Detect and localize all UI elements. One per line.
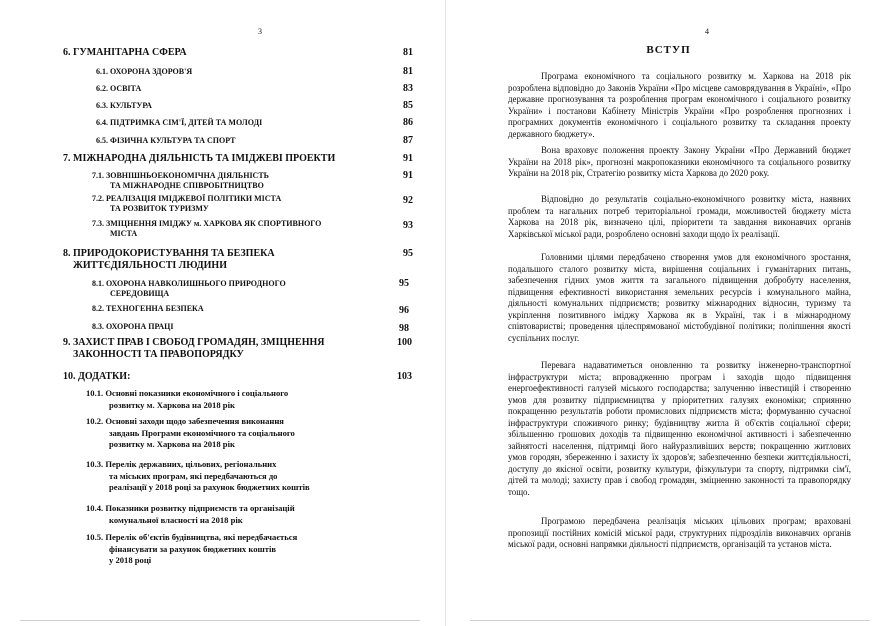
toc-entry-6-2: 6.2. ОСВІТА 83	[96, 83, 413, 94]
paragraph: Перевага надаватиметься оновленню та розвитку інженерно-транспортної інфраструктури міста; впровадженню програм і заходів щодо підвищення енергоефективності галузей міського господарства; залученню інвестицій і створенню умов для розвитку підприємництва у пріоритетних галузях економіки; сприянню покращенню результатів роботи промислових підприємств міста; формуванню сучасної інфраструктури споживчого ринку; будівництву житла й об'єктів соціальної сфери; збільшенню грошових доходів та підвищенню економічної активності і забезпеченню зайнятості населення, підтримці його найуразливіших верств; покращенню житлових умов городян, збереженню і захисту їх здоров'я; забезпеченню безпеки життєдіяльності, доступу до якісної освіти, розвитку культури, фізкультури та спорту, підтримки сім'ї, дітей та молоді; захисту прав і свобод громадян, зміцненню законності та правопорядку тощо.	[508, 360, 851, 497]
toc-entry-7: 7. МІЖНАРОДНА ДІЯЛЬНІСТЬ ТА ІМІДЖЕВІ ПРОЕКТИ 91	[63, 153, 413, 164]
toc-entry-10-5: 10.5. Перелік об'єктів будівництва, які передбачається фінансувати за рахунок бюджетних коштів у 2018 році	[86, 532, 298, 566]
toc-page: 85	[403, 100, 413, 111]
scan-edge-mark	[470, 620, 870, 621]
toc-page: 81	[403, 47, 413, 58]
toc-entry-10-3: 10.3. Перелік державних, цільових, регіональних та міських програм, які передбачаються до реалізації у 2018 році за рахунок бюджетних коштів	[86, 459, 310, 493]
paragraph: Програма економічного та соціального розвитку м. Харкова на 2018 рік розроблена відповідно до Законів України «Про місцеве самоврядування в Україні», «Про державне прогнозування та розроблення програм економічного і соціального розвитку України» і постанови Кабінету Міністрів України «Про розроблення прогнозних і програмних документів економічного і соціального розвитку та складання проекту державного бюджету».	[508, 71, 851, 139]
toc-entry-10-4: 10.4. Показники розвитку підприємств та організацій комунальної власності на 2018 рік	[86, 503, 295, 525]
toc-page: 93	[403, 220, 413, 231]
paragraph: Відповідно до результатів соціально-економічного розвитку міста, наявних проблем та нагальних потреб територіальної громади, можливостей бюджету міста Харкова на 2018 рік, визначено цілі, пріоритети та завдання виконавчих органів Харківської міської ради, розроблено основні заходи щодо їх реалізації.	[508, 194, 851, 239]
toc-page: 100	[397, 337, 412, 348]
left-page	[0, 0, 445, 626]
page-number: 4	[705, 27, 709, 36]
toc-entry-7-2: 7.2. РЕАЛІЗАЦІЯ ІМІДЖЕВОЇ ПОЛІТИКИ МІСТА ТА РОЗВИТОК ТУРИЗМУ 92	[92, 194, 413, 213]
toc-entry-10-1: 10.1. Основні показники економічного і соціального розвитку м. Харкова на 2018 рік	[86, 388, 289, 410]
toc-entry-10-2: 10.2. Основні заходи щодо забезпечення виконання завдань Програми економічного та соціального розвитку м. Харкова на 2018 рік	[86, 416, 295, 450]
paragraph: Програмою передбачена реалізація міських цільових програм; враховані пропозиції постійних комісій міської ради, структурних підрозділів виконавчих органів міської ради, основні напрямки діяльності підприємств, організацій та установ міста.	[508, 516, 851, 549]
toc-page: 92	[403, 195, 413, 206]
toc-entry-8-1: 8.1. ОХОРОНА НАВКОЛИШНЬОГО ПРИРОДНОГО СЕРЕДОВИЩА 95	[92, 278, 409, 298]
toc-page: 91	[403, 170, 413, 181]
toc-page: 98	[399, 323, 409, 334]
toc-entry-8-3: 8.3. ОХОРОНА ПРАЦІ 98	[92, 322, 409, 334]
toc-page: 103	[397, 371, 412, 382]
toc-page: 96	[399, 305, 409, 316]
paragraph: Головними цілями передбачено створення умов для економічного зростання, подальшого сталого розвитку міста, вирішення соціальних і гуманітарних питань, забезпечення гідних умов життя та загального підвищення добробуту населення, підвищення ефективності використання земельних ресурсів і комунального майна, діяльності комунальних підприємств; розвитку міжнародних відносин, туризму та укріплення позитивного іміджу Харкова як в Україні, так і в міжнародному співтоваристві; проведення цілеспрямованої містобудівної політики; поліпшення якості суспільних послуг.	[508, 252, 851, 343]
toc-page: 81	[403, 66, 413, 77]
toc-entry-6-4: 6.4. ПІДТРИМКА СІМ'Ї, ДІТЕЙ ТА МОЛОДІ 86	[96, 117, 413, 128]
toc-entry-7-3: 7.3. ЗМІЦНЕННЯ ІМІДЖУ м. ХАРКОВА ЯК СПОРТИВНОГО МІСТА 93	[92, 219, 413, 238]
toc-page: 86	[403, 117, 413, 128]
toc-entry-7-1: 7.1. ЗОВНІШНЬОЕКОНОМІЧНА ДІЯЛЬНІСТЬ ТА МІЖНАРОДНЕ СПІВРОБІТНИЦТВО 91	[92, 170, 413, 190]
section-title: ВСТУП	[646, 44, 691, 56]
toc-entry-8: 8. ПРИРОДОКОРИСТУВАННЯ ТА БЕЗПЕКА ЖИТТЄДІЯЛЬНОСТІ ЛЮДИНИ 95	[63, 248, 413, 271]
toc-entry-8-2: 8.2. ТЕХНОГЕННА БЕЗПЕКА 96	[92, 304, 409, 316]
scan-edge-mark	[20, 620, 420, 621]
toc-page: 95	[403, 248, 413, 259]
toc-page: 91	[403, 153, 413, 164]
toc-entry-6-3: 6.3. КУЛЬТУРА 85	[96, 100, 413, 111]
toc-page: 95	[399, 278, 409, 289]
paragraph: Вона враховує положення проекту Закону України «Про Державний бюджет України на 2018 рік», прогнозні макропоказники економічного та соціального розвитку України на 2018 рік, Стратегію розвитку міста Харкова до 2020 року.	[508, 145, 851, 178]
toc-entry-6-5: 6.5. ФІЗИЧНА КУЛЬТУРА ТА СПОРТ 87	[96, 135, 413, 146]
toc-entry-6: 6. ГУМАНІТАРНА СФЕРА 81	[63, 47, 413, 58]
toc-entry-9: 9. ЗАХИСТ ПРАВ І СВОБОД ГРОМАДЯН, ЗМІЦНЕННЯ ЗАКОННОСТІ ТА ПРАВОПОРЯДКУ 100	[63, 337, 412, 360]
toc-page: 83	[403, 83, 413, 94]
toc-entry-6-1: 6.1. ОХОРОНА ЗДОРОВ'Я 81	[96, 66, 413, 77]
right-page	[446, 0, 891, 626]
toc-entry-10: 10. ДОДАТКИ: 103	[63, 371, 412, 382]
page-number: 3	[258, 27, 262, 36]
toc-page: 87	[403, 135, 413, 146]
